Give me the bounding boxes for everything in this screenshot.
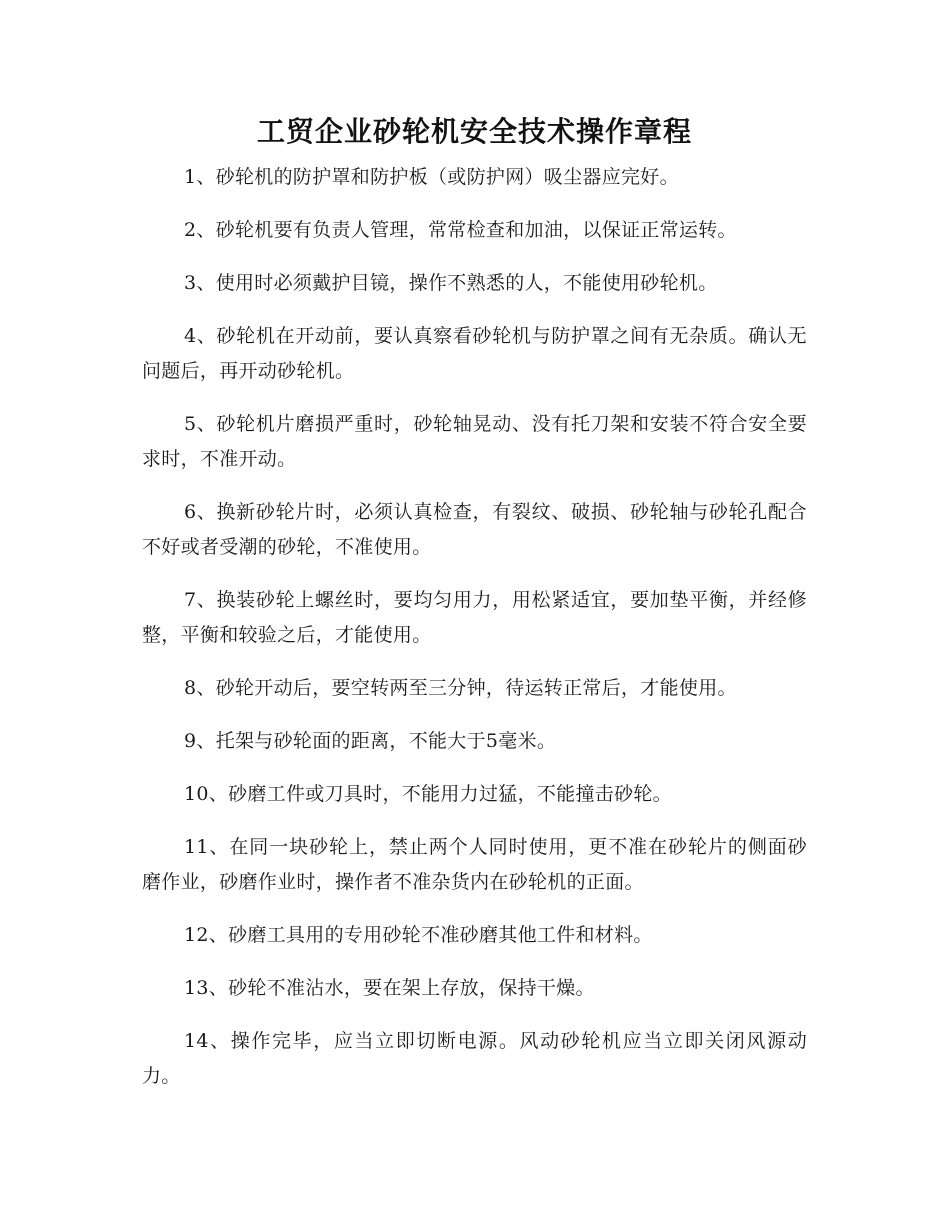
document-page (142, 108, 807, 1112)
rule-item-5: 5、砂轮机片磨损严重时，砂轮轴晃动、没有托刀架和安装不符合安全要求时，不准开动。 (142, 413, 807, 470)
rule-item-2: 2、砂轮机要有负责人管理，常常检查和加油，以保证正常运转。 (184, 219, 737, 241)
rule-item-10: 10、砂磨工件或刀具时，不能用力过猛，不能撞击砂轮。 (184, 783, 672, 805)
document-title: 工贸企业砂轮机安全技术操作章程 (256, 115, 692, 148)
rule-item-14: 14、操作完毕，应当立即切断电源。风动砂轮机应当立即关闭风源动力。 (142, 1030, 807, 1087)
rule-item-8: 8、砂轮开动后，要空转两至三分钟，待运转正常后，才能使用。 (184, 677, 737, 699)
rule-item-1: 1、砂轮机的防护罩和防护板（或防护网）吸尘器应完好。 (184, 166, 679, 188)
rule-item-7: 7、换装砂轮上螺丝时，要均匀用力，用松紧适宜，要加垫平衡，并经修整，平衡和较验之后，才能使用。 (142, 589, 807, 646)
rule-item-13: 13、砂轮不准沾水，要在架上存放，保持干燥。 (184, 977, 595, 999)
rule-item-6: 6、换新砂轮片时，必须认真检查，有裂纹、破损、砂轮轴与砂轮孔配合不好或者受潮的砂轮，不准使用。 (142, 501, 807, 558)
rule-item-9: 9、托架与砂轮面的距离，不能大于5毫米。 (184, 730, 557, 752)
rule-item-11: 11、在同一块砂轮上，禁止两个人同时使用，更不准在砂轮片的侧面砂磨作业，砂磨作业时，操作者不准杂货内在砂轮机的正面。 (142, 836, 807, 893)
rule-item-12: 12、砂磨工具用的专用砂轮不准砂磨其他工件和材料。 (184, 924, 653, 946)
rule-item-4: 4、砂轮机在开动前，要认真察看砂轮机与防护罩之间有无杂质。确认无问题后，再开动砂轮机。 (142, 325, 807, 382)
rule-item-3: 3、使用时必须戴护目镜，操作不熟悉的人，不能使用砂轮机。 (184, 272, 718, 294)
